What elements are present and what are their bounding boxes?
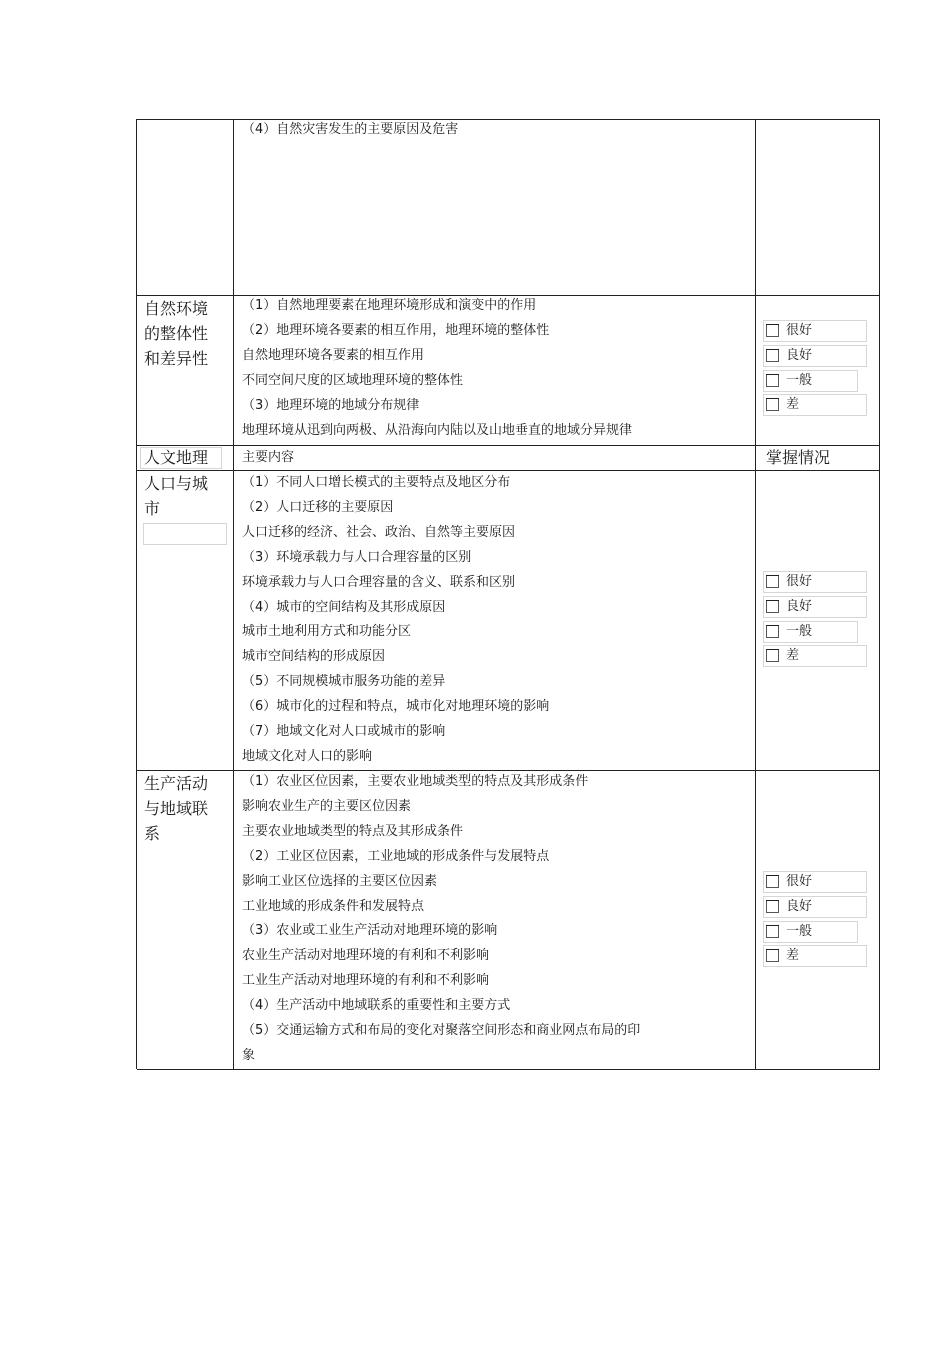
content-line: （2）工业区位因素，工业地域的形成条件与发展特点 <box>242 848 550 864</box>
header-category <box>137 446 234 470</box>
option-good[interactable]: 良好 <box>763 596 867 618</box>
content-line: （1）农业区位因素，主要农业地域类型的特点及其形成条件 <box>242 774 589 789</box>
mastery-options <box>763 871 867 970</box>
header-mastery-label: 掌握情况 <box>766 448 831 467</box>
content-line: 农业生产活动对地理环境的有利和不利影响 <box>242 948 490 964</box>
topic-line: 自然环境 <box>144 299 209 318</box>
header-category-label: 人文地理 <box>144 448 209 467</box>
mastery-cell <box>756 296 880 445</box>
content-line: （7）地域文化对人口或城市的影响 <box>242 724 446 740</box>
content-line: （4）城市的空间结构及其形成原因 <box>242 599 446 615</box>
topic-cell <box>137 771 234 1069</box>
content-line: 工业生产活动对地理环境的有利和不利影响 <box>242 973 490 989</box>
topic-label <box>137 296 233 371</box>
option-good[interactable]: 良好 <box>763 345 867 367</box>
content-line: （4）生产活动中地域联系的重要性和主要方式 <box>242 998 511 1014</box>
option-very-good[interactable]: 很好 <box>763 320 867 342</box>
mastery-options <box>763 571 867 670</box>
content-line: （6）城市化的过程和特点，城市化对地理环境的影响 <box>242 699 550 715</box>
content-lines <box>234 771 755 1069</box>
header-content <box>234 446 756 470</box>
content-line: （3）地理环境的地域分布规律 <box>242 397 420 413</box>
topic-line: 人口与城 <box>144 474 209 493</box>
content-line: （2）人口迁移的主要原因 <box>242 499 394 515</box>
topic-line: 的整体性 <box>144 324 209 343</box>
checkbox-icon[interactable] <box>766 600 779 613</box>
content-line: （3）农业或工业生产活动对地理环境的影响 <box>242 923 498 939</box>
topic-line: 和差异性 <box>144 349 209 368</box>
checkbox-icon[interactable] <box>766 649 779 662</box>
content-line: 地域文化对人口的影响 <box>242 748 373 764</box>
content-lines <box>234 296 755 443</box>
row-population-city <box>137 471 880 771</box>
content-cell <box>234 771 756 1069</box>
option-poor[interactable]: 差 <box>763 645 867 667</box>
header-mastery <box>756 446 880 470</box>
header-content-label: 主要内容 <box>242 450 295 465</box>
content-line: （3）环境承载力与人口合理容量的区别 <box>242 549 472 565</box>
checkbox-icon[interactable] <box>766 949 779 962</box>
topic-cell <box>137 471 234 770</box>
option-average[interactable]: 一般 <box>763 621 858 643</box>
content-line: 影响农业生产的主要区位因素 <box>242 798 412 814</box>
content-line: （1）自然地理要素在地理环境形成和演变中的作用 <box>242 298 537 313</box>
topic-label <box>137 471 233 521</box>
checkbox-icon[interactable] <box>766 374 779 387</box>
checkbox-icon[interactable] <box>766 398 779 411</box>
header-row <box>137 446 880 471</box>
topic-cell-empty <box>137 120 234 295</box>
content-line: 不同空间尺度的区域地理环境的整体性 <box>242 372 464 388</box>
option-poor[interactable]: 差 <box>763 394 867 416</box>
content-cell <box>234 471 756 770</box>
row-natural-environment <box>137 296 880 446</box>
option-average[interactable]: 一般 <box>763 370 858 392</box>
content-line: 自然地理环境各要素的相互作用 <box>242 347 425 363</box>
content-line: 影响工业区位选择的主要区位因素 <box>242 873 438 889</box>
topic-cell <box>137 296 234 445</box>
checkbox-icon[interactable] <box>766 349 779 362</box>
content-line: 城市土地利用方式和功能分区 <box>242 624 412 640</box>
checkbox-icon[interactable] <box>766 875 779 888</box>
option-very-good[interactable]: 很好 <box>763 871 867 893</box>
checkbox-icon[interactable] <box>766 575 779 588</box>
content-line: 环境承载力与人口合理容量的含义、联系和区别 <box>242 574 516 590</box>
content-line: （2）地理环境各要素的相互作用，地理环境的整体性 <box>242 322 550 338</box>
blank-input-box[interactable] <box>143 523 227 545</box>
option-average[interactable]: 一般 <box>763 921 858 943</box>
content-line: 工业地域的形成条件和发展特点 <box>242 898 425 914</box>
option-poor[interactable]: 差 <box>763 945 867 967</box>
content-line: （5）不同规模城市服务功能的差异 <box>242 674 446 690</box>
row-natural-disasters <box>137 120 880 296</box>
content-line: （1）不同人口增长模式的主要特点及地区分布 <box>242 475 511 490</box>
topic-line: 市 <box>144 499 161 518</box>
topic-line: 与地域联 <box>144 799 209 818</box>
content-line: 人口迁移的经济、社会、政治、自然等主要原因 <box>242 524 516 540</box>
option-very-good[interactable]: 很好 <box>763 571 867 593</box>
mastery-cell <box>756 771 880 1069</box>
content-line: （5）交通运输方式和布局的变化对聚落空间形态和商业网点布局的印 <box>242 1023 641 1039</box>
content-lines <box>234 471 755 770</box>
content-lines <box>234 120 755 143</box>
content-line: （4）自然灾害发生的主要原因及危害 <box>242 122 459 137</box>
mastery-options <box>763 320 867 419</box>
content-cell <box>234 120 756 295</box>
mastery-cell <box>756 471 880 770</box>
row-production-activity <box>137 771 880 1070</box>
checkbox-icon[interactable] <box>766 900 779 913</box>
topic-line: 生产活动 <box>144 774 209 793</box>
content-line: 主要农业地域类型的特点及其形成条件 <box>242 823 464 839</box>
topic-label <box>137 771 233 846</box>
content-line: 城市空间结构的形成原因 <box>242 649 386 665</box>
checkbox-icon[interactable] <box>766 925 779 938</box>
checkbox-icon[interactable] <box>766 625 779 638</box>
content-line: 地理环境从迅到向两极、从沿海向内陆以及山地垂直的地域分异规律 <box>242 422 633 438</box>
mastery-cell-empty <box>756 120 880 295</box>
checkbox-icon[interactable] <box>766 324 779 337</box>
topic-line: 系 <box>144 824 161 843</box>
content-line: 象 <box>242 1047 256 1063</box>
option-good[interactable]: 良好 <box>763 896 867 918</box>
study-checklist-table <box>136 119 880 1069</box>
content-cell <box>234 296 756 445</box>
